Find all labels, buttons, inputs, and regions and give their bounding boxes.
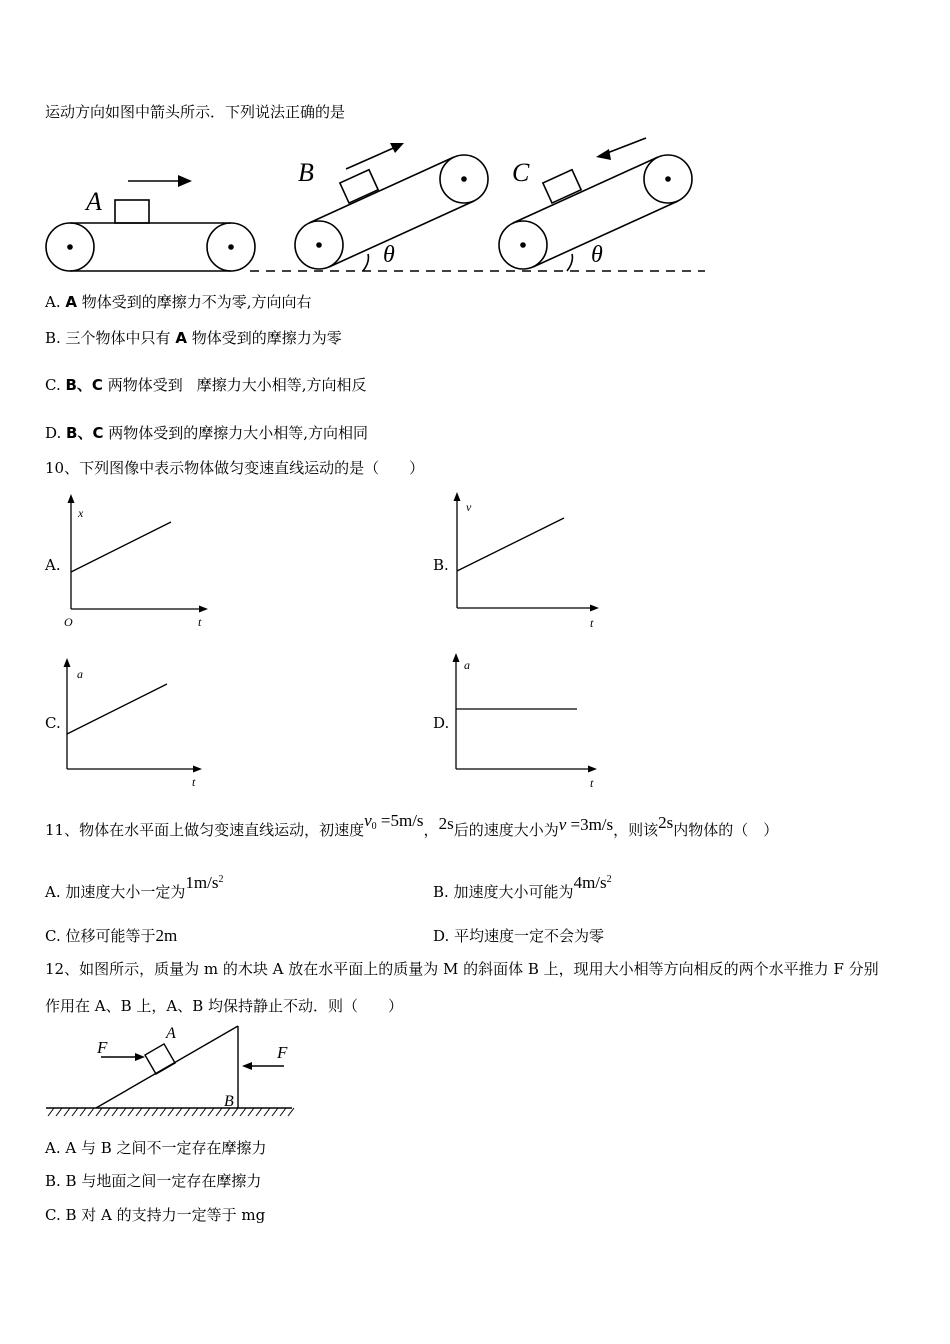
q11-option-b: B. 加速度大小可能为$4m/s^2$ — [433, 873, 612, 901]
graph-d-y-label: a — [464, 658, 470, 672]
q10-graph-d — [444, 647, 609, 792]
q11-option-c: C. 位移可能等于2m — [45, 926, 178, 945]
graph-d-x-label: t — [590, 776, 594, 790]
q11-option-a: A. 加速度大小一定为$1m/s^2$ — [45, 873, 224, 901]
force-label-right: F — [277, 1043, 288, 1062]
q12-option-a: A. A 与 B 之间不一定存在摩擦力 — [45, 1139, 267, 1157]
graph-c-y-label: a — [77, 667, 83, 681]
graph-b-y-label: v — [466, 500, 472, 514]
q12-option-c: C. B 对 A 的支持力一定等于 mg — [45, 1206, 266, 1224]
q10-graph-a — [58, 492, 218, 632]
belt-label-b: B — [298, 158, 314, 187]
belt-label-c: C — [512, 158, 530, 187]
theta-label-b: θ — [383, 242, 395, 268]
intro-text: 运动方向如图中箭头所示．下列说法正确的是 — [45, 103, 346, 121]
q10-option-c-label: C. — [45, 714, 61, 732]
conveyor-belts-figure — [40, 138, 710, 278]
force-label-left: F — [97, 1038, 108, 1057]
block-label-a: A — [166, 1025, 176, 1042]
graph-a-y-label: x — [78, 506, 84, 520]
q11-option-d: D. 平均速度一定不会为零 — [433, 927, 605, 945]
graph-b-x-label: t — [590, 616, 594, 630]
block-label-b: B — [224, 1093, 234, 1110]
belt-label-a: A — [86, 187, 102, 216]
graph-a-origin-label: O — [64, 615, 73, 629]
incline-force-figure — [44, 1022, 299, 1122]
q12-stem-line1: 12、如图所示，质量为 m 的木块 A 放在水平面上的质量为 M 的斜面体 B 上，现用大小相等方向相反的两个水平推力 F 分别 — [45, 960, 879, 978]
q10-option-d-label: D. — [433, 714, 450, 732]
theta-label-c: θ — [591, 242, 603, 268]
q9-option-a: A. A 物体受到的摩擦力不为零,方向向右 — [45, 293, 312, 311]
q10-option-a-label: A. — [45, 556, 61, 574]
q9-option-d: D. B、C 两物体受到的摩擦力大小相等,方向相同 — [45, 424, 369, 442]
graph-c-x-label: t — [192, 775, 196, 789]
q10-graph-c — [55, 652, 215, 792]
q9-option-c: C. B、C 两物体受到 摩擦力大小相等,方向相反 — [45, 376, 367, 394]
q10-stem: 10、下列图像中表示物体做匀变速直线运动的是（ ） — [45, 459, 425, 477]
q12-option-b: B. B 与地面之间一定存在摩擦力 — [45, 1172, 262, 1190]
q10-graph-b — [444, 487, 609, 632]
graph-a-x-label: t — [198, 615, 202, 629]
q10-option-b-label: B. — [433, 556, 449, 574]
q9-option-b: B. 三个物体中只有 A 物体受到的摩擦力为零 — [45, 329, 342, 347]
q11-stem: 11、物体在水平面上做匀变速直线运动，初速度$v_0 =5m/s$，2s后的速度大小为v =3m/s，则该2s内物体的（ ） — [45, 811, 779, 839]
q12-stem-line2: 作用在 A、B 上，A、B 均保持静止不动．则（ ） — [45, 997, 404, 1015]
